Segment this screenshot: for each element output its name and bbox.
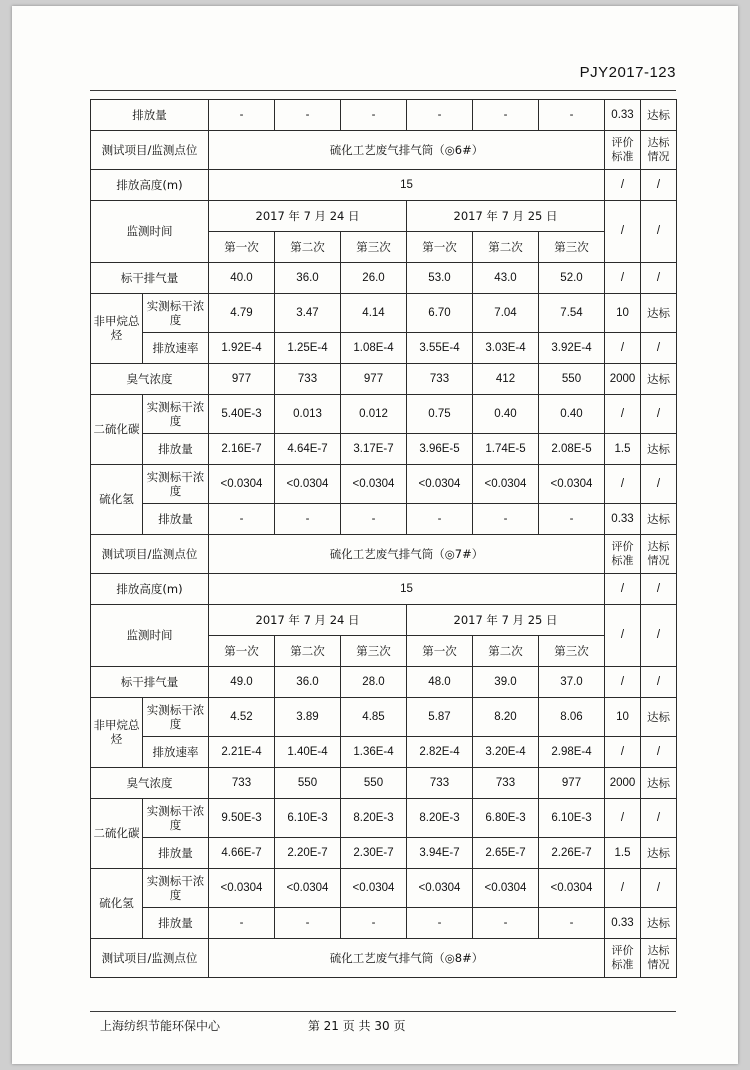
row-label-h2s-text: 硫化氢 [99, 895, 134, 910]
cell-result: / [641, 869, 677, 908]
cell-value: 43.0 [473, 263, 539, 294]
cell-value: 2.20E-7 [275, 838, 341, 869]
cell-result: 达标 [641, 294, 677, 333]
eval-result-header [641, 535, 677, 574]
cell-result: 达标 [641, 364, 677, 395]
cell-standard: / [605, 333, 641, 364]
cell-standard: / [605, 201, 641, 263]
eval-standard-header [605, 939, 641, 978]
table-row [91, 869, 677, 908]
cell-value: 3.03E-4 [473, 333, 539, 364]
cell-value: <0.0304 [473, 465, 539, 504]
time-value: 第三次 [539, 636, 605, 667]
cell-standard: 10 [605, 294, 641, 333]
date-value: 2017 年 7 月 25 日 [407, 605, 605, 636]
cell-standard: 0.33 [605, 908, 641, 939]
cell-standard: 1.5 [605, 434, 641, 465]
row-label-measured-conc: 实测标干浓度 [143, 465, 209, 504]
cell-value: 0.012 [341, 395, 407, 434]
table-row-height [91, 574, 677, 605]
row-label-height: 排放高度(m) [91, 574, 209, 605]
cell-value: 550 [341, 768, 407, 799]
table-row [91, 364, 677, 395]
row-label-measured-conc: 实测标干浓度 [143, 799, 209, 838]
cell-result: / [641, 333, 677, 364]
cell-value: <0.0304 [407, 869, 473, 908]
cell-result: / [641, 263, 677, 294]
test-point-value: 硫化工艺废气排气筒（◎6#） [209, 131, 605, 170]
cell-value: 733 [209, 768, 275, 799]
cell-result: / [641, 395, 677, 434]
cell-value: <0.0304 [275, 869, 341, 908]
table-row [91, 504, 677, 535]
cell-value: 52.0 [539, 263, 605, 294]
cell-value: - [275, 908, 341, 939]
cell-value: 40.0 [209, 263, 275, 294]
cell-value: 4.85 [341, 698, 407, 737]
cell-value: 8.20E-3 [341, 799, 407, 838]
row-label-nmhc [91, 698, 143, 768]
time-value: 第三次 [539, 232, 605, 263]
cell-standard: / [605, 869, 641, 908]
cell-result: / [641, 605, 677, 667]
cell-result: 达标 [641, 838, 677, 869]
cell-value: - [275, 504, 341, 535]
row-label-cs2-text: 二硫化碳 [93, 825, 140, 840]
eval-standard-header [605, 131, 641, 170]
cell-value: 412 [473, 364, 539, 395]
cell-value: 977 [539, 768, 605, 799]
eval-result-header-line2: 情况 [647, 150, 670, 163]
cell-value: - [209, 504, 275, 535]
eval-result-header-line2: 情况 [647, 554, 670, 567]
cell-value: 26.0 [341, 263, 407, 294]
cell-result: 达标 [641, 434, 677, 465]
cell-result: 达标 [641, 768, 677, 799]
test-point-value: 硫化工艺废气排气筒（◎7#） [209, 535, 605, 574]
cell-value: <0.0304 [341, 869, 407, 908]
cell-value: 36.0 [275, 263, 341, 294]
time-value: 第一次 [407, 232, 473, 263]
cell-value: 3.20E-4 [473, 737, 539, 768]
time-value: 第一次 [209, 636, 275, 667]
cell-value: <0.0304 [275, 465, 341, 504]
table-row [91, 698, 677, 737]
row-label-measured-conc: 实测标干浓度 [143, 395, 209, 434]
row-label-cs2 [91, 799, 143, 869]
eval-result-header-line2: 情况 [647, 958, 670, 971]
cell-value: 3.92E-4 [539, 333, 605, 364]
table-row-test-point [91, 535, 677, 574]
cell-value: - [407, 908, 473, 939]
cell-value: 6.80E-3 [473, 799, 539, 838]
cell-value: <0.0304 [209, 869, 275, 908]
test-point-value: 硫化工艺废气排气筒（◎8#） [209, 939, 605, 978]
date-value: 2017 年 7 月 24 日 [209, 201, 407, 232]
table-row-height [91, 170, 677, 201]
row-label-gas-volume: 标干排气量 [91, 667, 209, 698]
cell-value: 1.36E-4 [341, 737, 407, 768]
height-value: 15 [209, 170, 605, 201]
cell-value: 48.0 [407, 667, 473, 698]
cell-value: <0.0304 [473, 869, 539, 908]
height-value: 15 [209, 574, 605, 605]
cell-value: 0.75 [407, 395, 473, 434]
cell-value: 9.50E-3 [209, 799, 275, 838]
cell-result: 达标 [641, 504, 677, 535]
measurement-table-wrapper [90, 99, 676, 978]
cell-value: 3.89 [275, 698, 341, 737]
eval-standard-header-line2: 标准 [611, 150, 634, 163]
cell-value: - [473, 504, 539, 535]
table-row [91, 263, 677, 294]
cell-standard: 0.33 [605, 100, 641, 131]
cell-value: 8.20 [473, 698, 539, 737]
cell-result: 达标 [641, 100, 677, 131]
row-label-emission-rate: 排放速率 [143, 737, 209, 768]
cell-value: 977 [341, 364, 407, 395]
cell-value: 3.55E-4 [407, 333, 473, 364]
time-value: 第二次 [473, 232, 539, 263]
eval-result-header-line1: 达标 [647, 944, 670, 958]
cell-value: - [539, 908, 605, 939]
row-label-nmhc-text: 非甲烷总烃 [93, 313, 140, 342]
cell-value: - [341, 504, 407, 535]
cell-value: 2.26E-7 [539, 838, 605, 869]
row-label-emission-amount: 排放量 [143, 908, 209, 939]
row-label-measured-conc: 实测标干浓度 [143, 869, 209, 908]
cell-value: - [209, 100, 275, 131]
test-item-label: 测试项目/监测点位 [91, 131, 209, 170]
cell-value: 4.66E-7 [209, 838, 275, 869]
cell-value: 1.40E-4 [275, 737, 341, 768]
row-label-gas-volume: 标干排气量 [91, 263, 209, 294]
eval-standard-header-line1: 评价 [611, 136, 634, 150]
cell-value: 2.16E-7 [209, 434, 275, 465]
row-label: 排放量 [91, 100, 209, 131]
footer-organization: 上海纺织节能环保中心 [100, 1019, 221, 1033]
cell-value: 49.0 [209, 667, 275, 698]
cell-value: - [473, 100, 539, 131]
cell-value: 4.14 [341, 294, 407, 333]
row-label-measured-conc: 实测标干浓度 [143, 698, 209, 737]
cell-value: 550 [539, 364, 605, 395]
cell-standard: 2000 [605, 364, 641, 395]
cell-value: 6.10E-3 [275, 799, 341, 838]
row-label-cs2 [91, 395, 143, 465]
eval-result-header-line1: 达标 [647, 136, 670, 150]
cell-standard: / [605, 574, 641, 605]
eval-standard-header-line1: 评价 [611, 540, 634, 554]
time-value: 第三次 [341, 232, 407, 263]
table-row [91, 465, 677, 504]
cell-value: 8.06 [539, 698, 605, 737]
row-label-odor: 臭气浓度 [91, 364, 209, 395]
cell-value: 8.20E-3 [407, 799, 473, 838]
date-value: 2017 年 7 月 24 日 [209, 605, 407, 636]
cell-standard: / [605, 170, 641, 201]
row-label-emission-amount: 排放量 [143, 434, 209, 465]
cell-value: 53.0 [407, 263, 473, 294]
row-label-cs2-text: 二硫化碳 [93, 421, 140, 436]
cell-value: 4.79 [209, 294, 275, 333]
cell-result: / [641, 667, 677, 698]
cell-value: - [341, 100, 407, 131]
cell-standard: / [605, 395, 641, 434]
cell-result: / [641, 799, 677, 838]
cell-value: 733 [473, 768, 539, 799]
row-label-emission-amount: 排放量 [143, 838, 209, 869]
footer-page-number: 第 21 页 共 30 页 [307, 1019, 406, 1033]
cell-value: 3.17E-7 [341, 434, 407, 465]
cell-value: 1.08E-4 [341, 333, 407, 364]
row-label-height: 排放高度(m) [91, 170, 209, 201]
table-row [91, 434, 677, 465]
time-value: 第一次 [209, 232, 275, 263]
cell-value: <0.0304 [407, 465, 473, 504]
cell-result: / [641, 170, 677, 201]
time-value: 第二次 [275, 232, 341, 263]
document-page [12, 6, 738, 1064]
cell-value: 6.70 [407, 294, 473, 333]
cell-value: 733 [407, 364, 473, 395]
eval-result-header [641, 131, 677, 170]
cell-value: 1.25E-4 [275, 333, 341, 364]
cell-value: 7.04 [473, 294, 539, 333]
cell-value: 1.74E-5 [473, 434, 539, 465]
cell-value: 0.40 [473, 395, 539, 434]
page-footer [100, 1017, 660, 1034]
table-row [91, 838, 677, 869]
row-label-emission-amount: 排放量 [143, 504, 209, 535]
table-row-test-point [91, 939, 677, 978]
cell-value: 977 [209, 364, 275, 395]
cell-value: - [473, 908, 539, 939]
cell-result: / [641, 574, 677, 605]
row-label-monitor-time: 监测时间 [91, 201, 209, 263]
cell-standard: 10 [605, 698, 641, 737]
cell-value: 5.40E-3 [209, 395, 275, 434]
row-label-h2s [91, 465, 143, 535]
cell-result: / [641, 201, 677, 263]
table-row [91, 799, 677, 838]
cell-result: 达标 [641, 698, 677, 737]
table-row [91, 294, 677, 333]
cell-value: 0.013 [275, 395, 341, 434]
eval-result-header [641, 939, 677, 978]
cell-standard: / [605, 667, 641, 698]
table-row [91, 333, 677, 364]
cell-standard: / [605, 465, 641, 504]
cell-value: 3.94E-7 [407, 838, 473, 869]
cell-value: 733 [275, 364, 341, 395]
cell-standard: / [605, 799, 641, 838]
cell-value: <0.0304 [341, 465, 407, 504]
cell-value: - [341, 908, 407, 939]
cell-standard: / [605, 605, 641, 667]
test-item-label: 测试项目/监测点位 [91, 535, 209, 574]
time-value: 第一次 [407, 636, 473, 667]
table-row [91, 908, 677, 939]
test-item-label: 测试项目/监测点位 [91, 939, 209, 978]
measurement-table [90, 99, 677, 978]
footer-rule [90, 1011, 676, 1012]
table-row [91, 667, 677, 698]
eval-standard-header-line1: 评价 [611, 944, 634, 958]
cell-result: 达标 [641, 908, 677, 939]
cell-standard: 2000 [605, 768, 641, 799]
row-label-monitor-time: 监测时间 [91, 605, 209, 667]
time-value: 第二次 [275, 636, 341, 667]
table-row [91, 395, 677, 434]
cell-value: 28.0 [341, 667, 407, 698]
cell-standard: / [605, 263, 641, 294]
eval-standard-header [605, 535, 641, 574]
row-label-measured-conc: 实测标干浓度 [143, 294, 209, 333]
eval-result-header-line1: 达标 [647, 540, 670, 554]
cell-value: 4.64E-7 [275, 434, 341, 465]
table-row-dates [91, 605, 677, 636]
eval-standard-header-line2: 标准 [611, 554, 634, 567]
cell-value: 36.0 [275, 667, 341, 698]
cell-standard: 0.33 [605, 504, 641, 535]
cell-value: 550 [275, 768, 341, 799]
cell-standard: / [605, 737, 641, 768]
row-label-h2s-text: 硫化氢 [99, 491, 134, 506]
cell-value: 2.30E-7 [341, 838, 407, 869]
cell-value: 4.52 [209, 698, 275, 737]
table-row-test-point [91, 131, 677, 170]
row-label-nmhc-text: 非甲烷总烃 [93, 717, 140, 746]
cell-value: <0.0304 [539, 869, 605, 908]
table-row [91, 737, 677, 768]
cell-standard: 1.5 [605, 838, 641, 869]
cell-value: <0.0304 [209, 465, 275, 504]
eval-standard-header-line2: 标准 [611, 958, 634, 971]
cell-value: - [209, 908, 275, 939]
cell-result: / [641, 465, 677, 504]
cell-value: - [407, 504, 473, 535]
row-label-h2s [91, 869, 143, 939]
document-code: PJY2017-123 [579, 64, 676, 81]
time-value: 第二次 [473, 636, 539, 667]
cell-value: 2.98E-4 [539, 737, 605, 768]
table-row-dates [91, 201, 677, 232]
cell-value: 733 [407, 768, 473, 799]
cell-value: 2.82E-4 [407, 737, 473, 768]
table-row [91, 768, 677, 799]
cell-value: 6.10E-3 [539, 799, 605, 838]
cell-value: - [539, 100, 605, 131]
cell-value: - [539, 504, 605, 535]
cell-value: 2.21E-4 [209, 737, 275, 768]
cell-value: 0.40 [539, 395, 605, 434]
cell-value: 2.08E-5 [539, 434, 605, 465]
cell-value: 39.0 [473, 667, 539, 698]
row-label-odor: 臭气浓度 [91, 768, 209, 799]
cell-value: - [407, 100, 473, 131]
table-row [91, 100, 677, 131]
time-value: 第三次 [341, 636, 407, 667]
cell-value: 3.47 [275, 294, 341, 333]
cell-value: 2.65E-7 [473, 838, 539, 869]
cell-result: / [641, 737, 677, 768]
header-rule [90, 90, 676, 91]
row-label-emission-rate: 排放速率 [143, 333, 209, 364]
cell-value: <0.0304 [539, 465, 605, 504]
cell-value: 37.0 [539, 667, 605, 698]
cell-value: 5.87 [407, 698, 473, 737]
cell-value: 7.54 [539, 294, 605, 333]
cell-value: 1.92E-4 [209, 333, 275, 364]
row-label-nmhc [91, 294, 143, 364]
cell-value: - [275, 100, 341, 131]
date-value: 2017 年 7 月 25 日 [407, 201, 605, 232]
cell-value: 3.96E-5 [407, 434, 473, 465]
